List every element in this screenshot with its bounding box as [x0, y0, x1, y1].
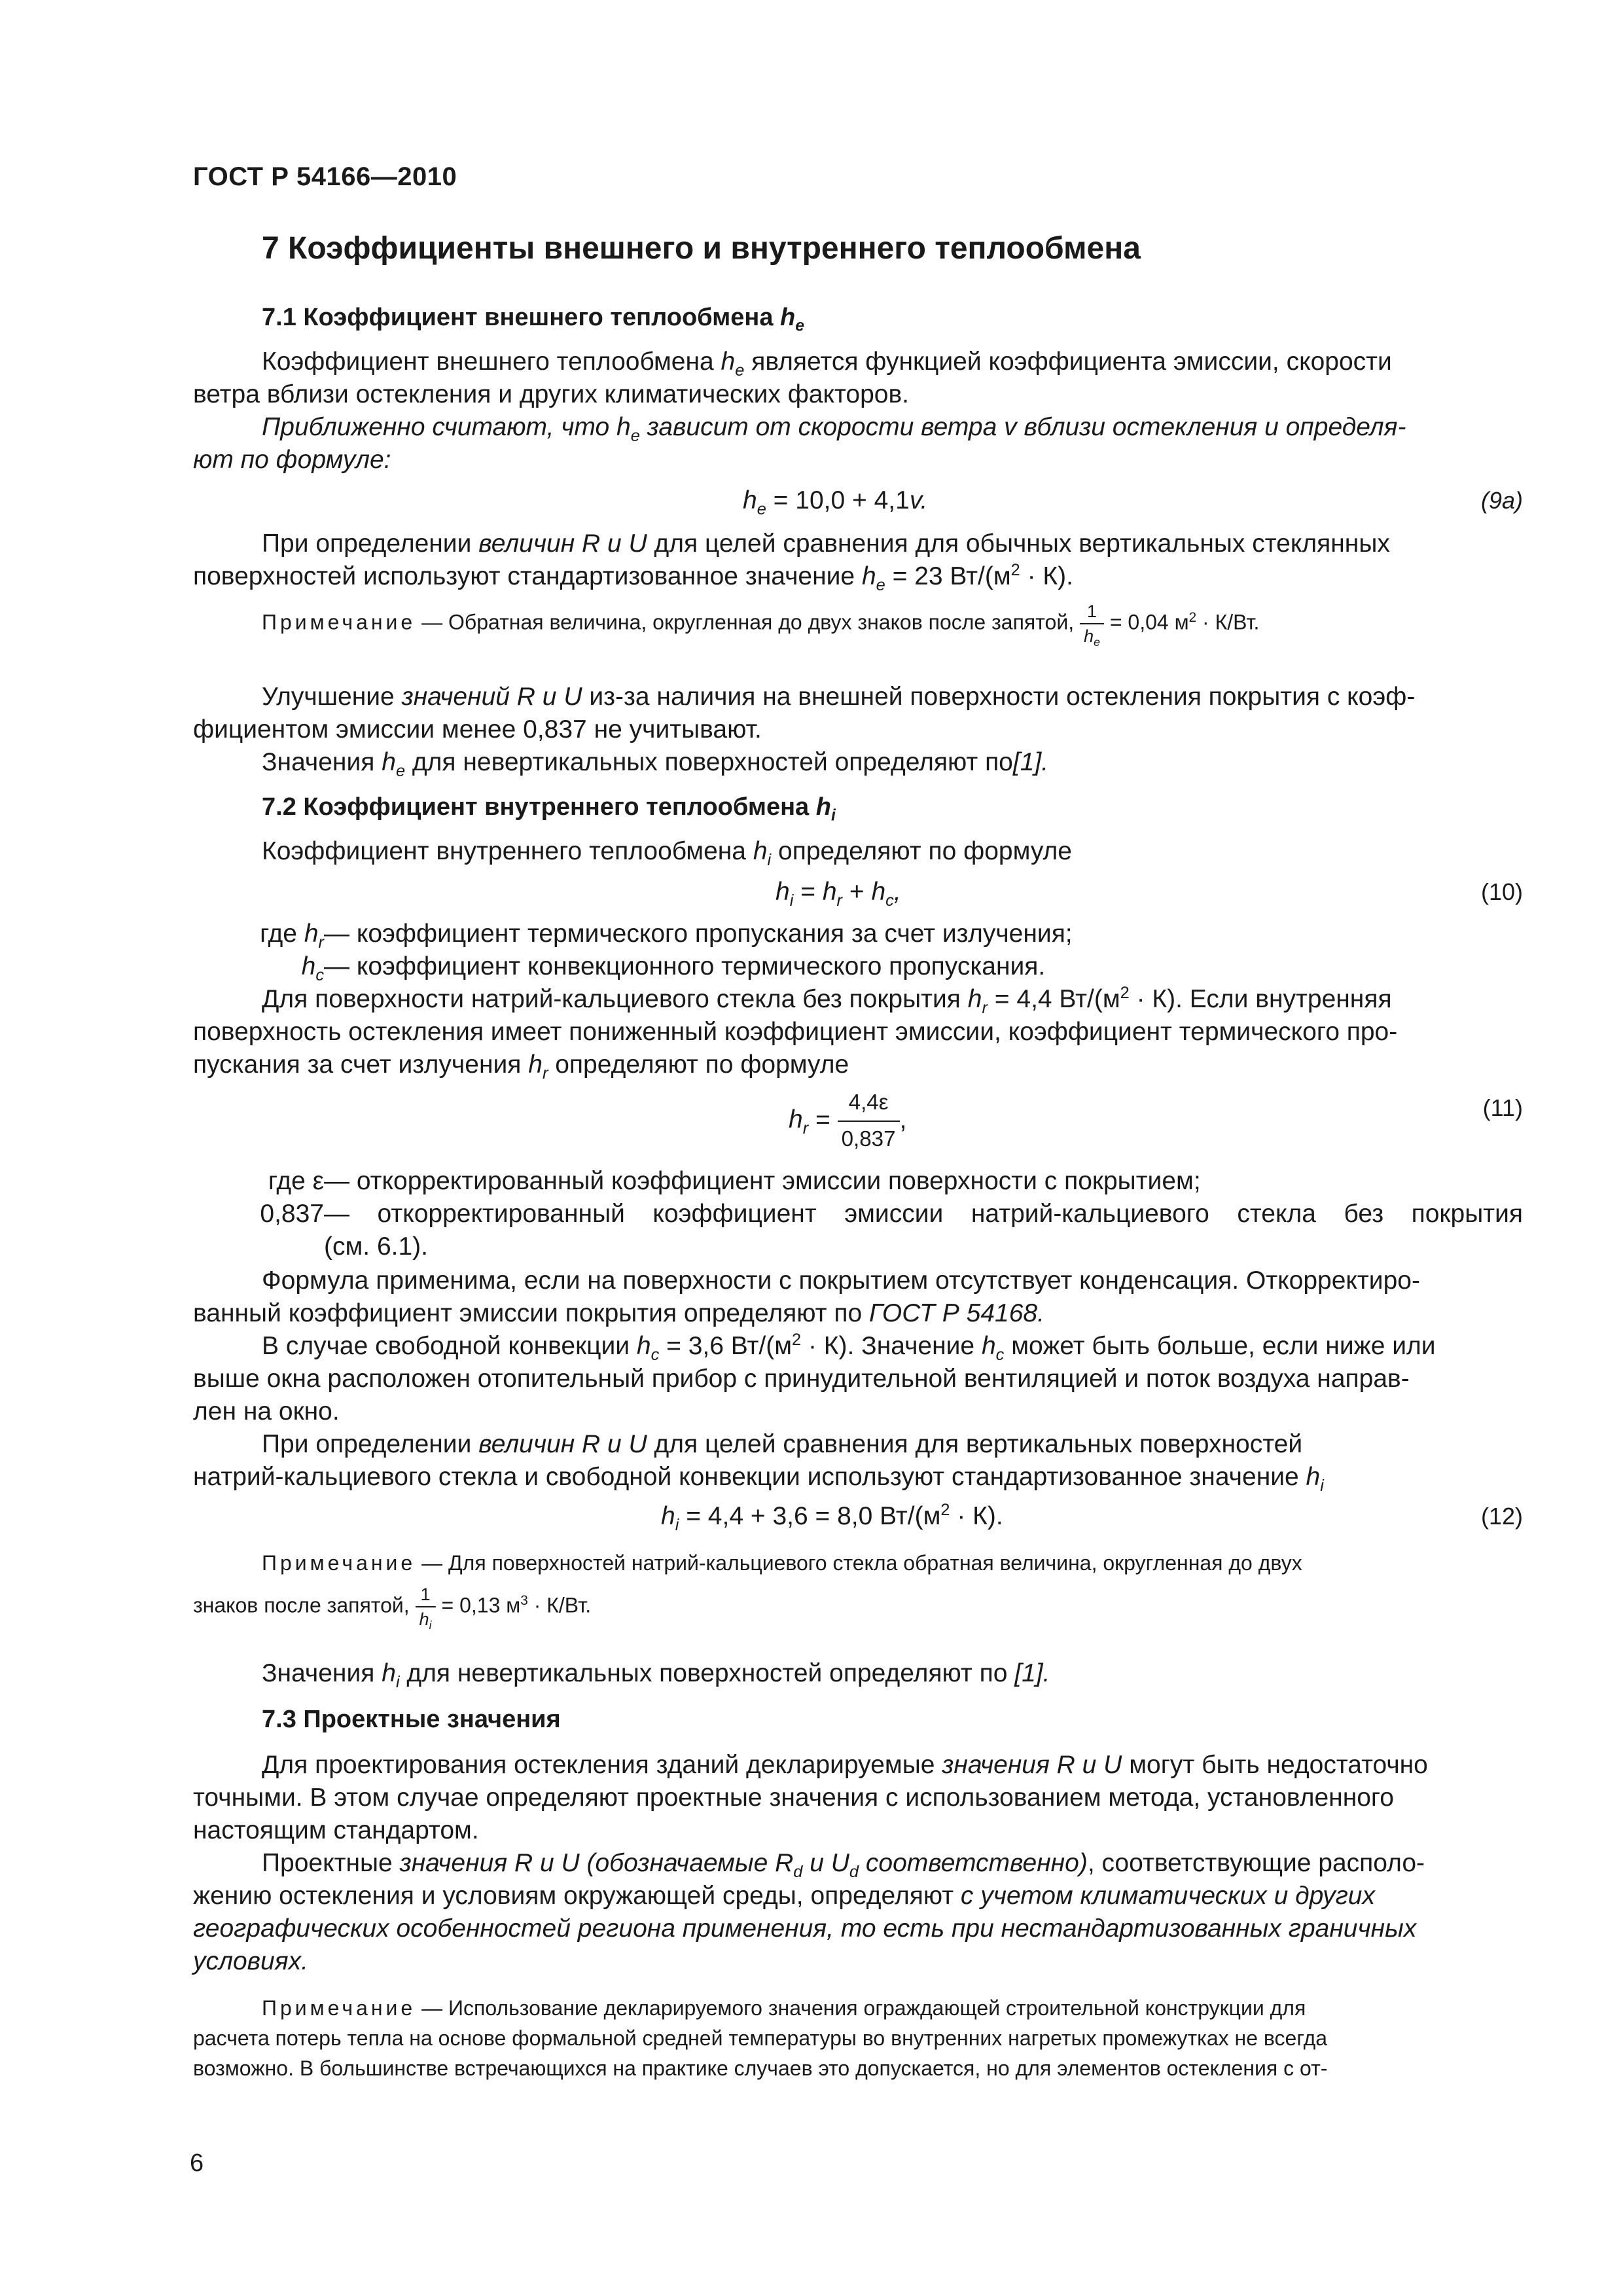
s73-paragraph-2: Проектные значения R и U (обозначаемые $R_d$ и $U_d$ соответственно), соответствующие располо- — [262, 1849, 1425, 1881]
s72-paragraph-6: Значения $h_i$ для невертикальных поверхностей определяют по [1]. — [262, 1659, 1050, 1691]
section-7-3-title: 7.3 Проектные значения — [262, 1706, 561, 1733]
s71-note: Примечание — Обратная величина, округленная до двух знаков после запятой, $\frac{1}{h_e}$ = 0,04 $м^2 \cdot К/Вт$. — [262, 601, 1260, 649]
equation-12-number: (12) — [1480, 1503, 1523, 1530]
where-0837-symbol: 0,837 — [260, 1200, 324, 1228]
s73-paragraph-1: Для проектирования остекления зданий декларируемые значения R и U могут быть недостаточно — [262, 1751, 1428, 1779]
s71-paragraph-2: Приближенно считают, что $h_e$ зависит от скорости ветра v вблизи остекления и определя- — [262, 413, 1406, 445]
page-number: 6 — [190, 2149, 204, 2177]
s73-paragraph-2-line-4: условиях. — [193, 1947, 308, 1975]
s72-paragraph-5-line-2: натрий-кальциевого стекла и свободной конвекции используют стандартизованное значение $h_i$ — [193, 1463, 1324, 1495]
s72-paragraph-3: Формула применима, если на поверхности с покрытием отсутствует конденсация. Откорректиро- — [262, 1266, 1420, 1295]
s72-paragraph-2-line-3: пускания за счет излучения $h_r$ определяют по формуле — [193, 1050, 849, 1083]
equation-9a: $h_e = 10,0 + 4,1v$. — [743, 486, 928, 518]
s71-paragraph-2-line-2: ют по формуле: — [193, 446, 391, 474]
section-7-2-title: 7.2 Коэффициент внутреннего теплообмена $h_i$ — [262, 793, 836, 825]
where-epsilon-symbol: где ε — [268, 1167, 324, 1195]
equation-9a-number: (9a) — [1480, 487, 1523, 514]
s72-paragraph-3-line-2: ванный коэффициент эмиссии покрытия определяют по ГОСТ Р 54168. — [193, 1299, 1044, 1327]
note-fraction: $\frac{1}{h_e}$ — [1080, 601, 1104, 647]
where-epsilon-text: — откорректированный коэффициент эмиссии поверхности с покрытием; — [324, 1167, 1201, 1195]
s72-note: Примечание — Для поверхностей натрий-кальциевого стекла обратная величина, округленная до двух — [262, 1551, 1302, 1575]
s71-paragraph-4: Улучшение значений R и U из-за наличия на внешней поверхности остекления покрытия с коэф- — [262, 683, 1416, 711]
equation-10-number: (10) — [1480, 878, 1523, 905]
s72-note-line-2: знаков после запятой, $\frac{1}{h_i}$ = 0,13 $м^3 \cdot К/Вт$. — [193, 1584, 592, 1632]
s72-paragraph-4-line-2: выше окна расположен отопительный прибор с принудительной вентиляцией и поток воздуха направ- — [193, 1365, 1410, 1393]
s73-note-line-3: возможно. В большинстве встречающихся на практике случаев это допускается, но для элементов остекления с от- — [193, 2056, 1328, 2080]
s73-note-line-2: расчета потерь тепла на основе формальной средней температуры во внутренних нагретых промежутках не всегда — [193, 2026, 1328, 2050]
where-hr-symbol: где $h_r$ — [260, 920, 324, 952]
where-hc-text: — коэффициент конвекционного термического пропускания. — [324, 952, 1046, 980]
s71-paragraph-1-line-2: ветра вблизи остекления и других климатических факторов. — [193, 380, 910, 408]
s72-paragraph-4-line-3: лен на окно. — [193, 1397, 340, 1426]
where-hr-text: — коэффициент термического пропускания за счет излучения; — [324, 920, 1073, 948]
where-0837-text: — откорректированный коэффициент эмиссии натрий-кальциевого стекла без покрытия — [324, 1200, 1523, 1228]
s71-paragraph-3-line-2: поверхностей используют стандартизованное значение $h_e = 23$ $Вт/(м^2 \cdot К)$. — [193, 561, 1073, 594]
s73-paragraph-1-line-3: настоящим стандартом. — [193, 1816, 479, 1844]
equation-12: $h_i = 4,4 + 3,6 = 8,0$ $Вт/(м^2 \cdot К)$. — [661, 1501, 1003, 1534]
s73-paragraph-2-line-2: жению остекления и условиям окружающей среды, определяют с учетом климатических и других — [193, 1882, 1375, 1910]
equation-11: $h_r$ = $\frac{4,4\varepsilon}{0,837}$ , — [789, 1086, 906, 1156]
s72-paragraph-2: Для поверхности натрий-кальциевого стекла без покрытия $h_r = 4,4$ $Вт/(м^2 \cdot К)$. Если внутренняя — [262, 984, 1392, 1017]
s71-paragraph-1: Коэффициент внешнего теплообмена $h_e$ является функцией коэффициента эмиссии, скорости — [262, 348, 1392, 380]
s71-paragraph-4-line-2: фициентом эмиссии менее 0,837 не учитывают. — [193, 715, 762, 744]
s72-paragraph-2-line-2: поверхность остекления имеет пониженный коэффициент эмиссии, коэффициент термического про- — [193, 1018, 1398, 1046]
s73-paragraph-1-line-2: точными. В этом случае определяют проектные значения с использованием метода, установленного — [193, 1784, 1394, 1812]
s71-paragraph-3: При определении величин R и U для целей сравнения для обычных вертикальных стеклянных — [262, 529, 1390, 558]
section-7-title: 7 Коэффициенты внешнего и внутреннего теплообмена — [262, 231, 1141, 266]
equation-11-number: (11) — [1482, 1094, 1523, 1121]
s71-paragraph-5: Значения $h_e$ для невертикальных поверхностей определяют по[1]. — [262, 748, 1049, 780]
s73-paragraph-2-line-3: географических особенностей региона применения, то есть при нестандартизованных граничных — [193, 1914, 1417, 1943]
where-hc-symbol: $h_c$ — [301, 952, 324, 984]
s73-note: Примечание — Использование декларируемого значения ограждающей строительной конструкции для — [262, 1996, 1306, 2020]
s72-paragraph-1: Коэффициент внутреннего теплообмена $h_i$ определяют по формуле — [262, 837, 1072, 869]
s72-paragraph-4: В случае свободной конвекции $h_c = 3,6$ $Вт/(м^2 \cdot К)$. Значение $h_c$ может быть больше, если ниже или — [262, 1331, 1436, 1364]
where-0837-text-line-2: (см. 6.1). — [324, 1232, 429, 1261]
s72-paragraph-5: При определении величин R и U для целей сравнения для вертикальных поверхностей — [262, 1430, 1303, 1458]
equation-10: $h_i = h_r + h_c$, — [776, 878, 901, 910]
section-7-1-title: 7.1 Коэффициент внешнего теплообмена $h_e$ — [262, 304, 804, 335]
document-id: ГОСТ Р 54166—2010 — [193, 162, 457, 191]
